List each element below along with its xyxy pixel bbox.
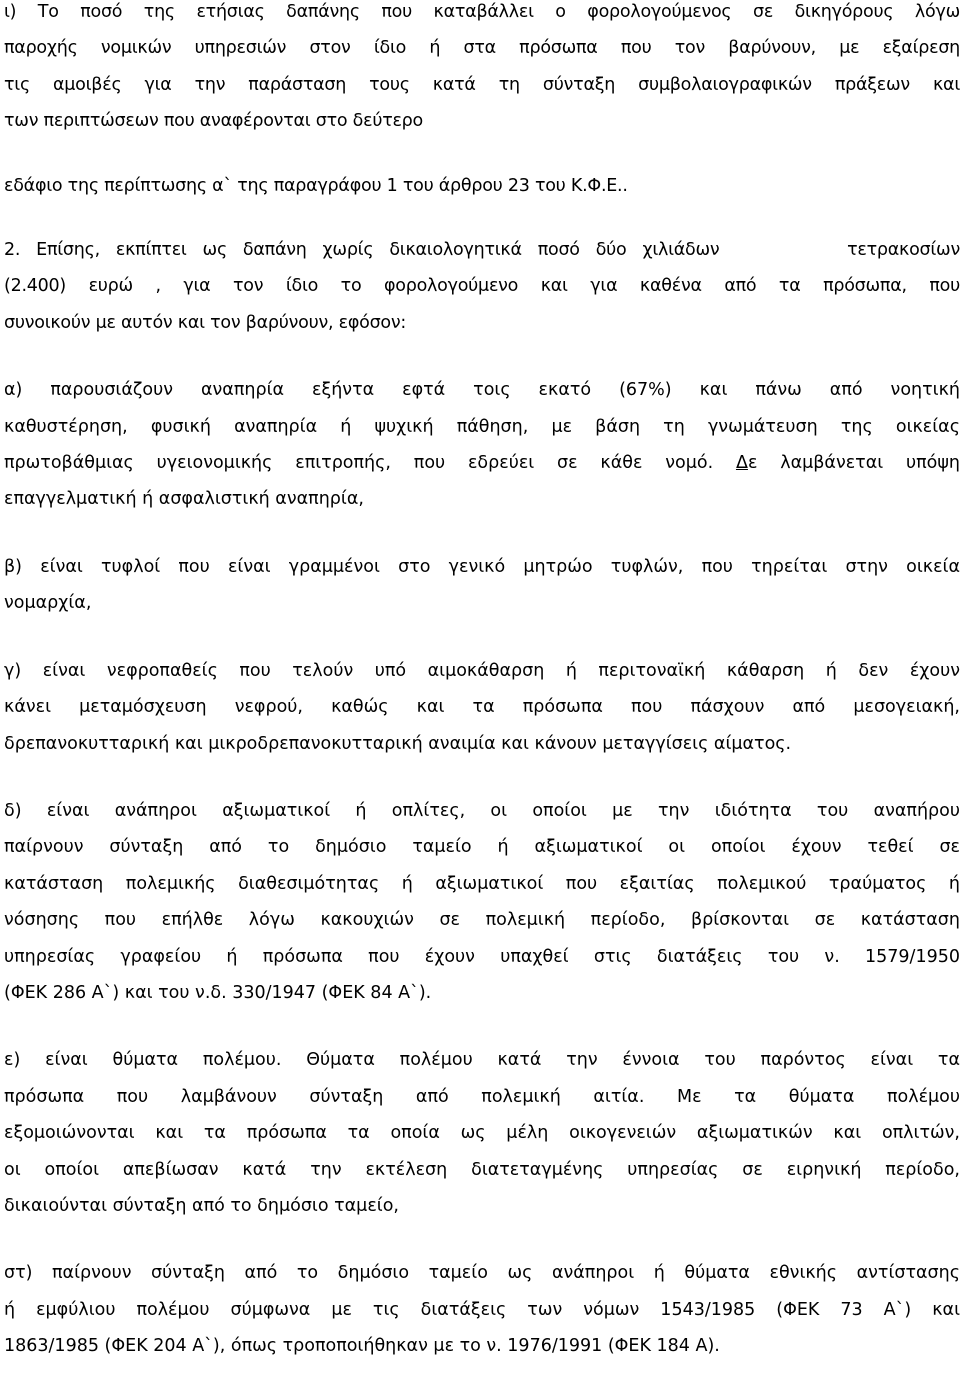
text-line: νόσησης που επήλθε λόγω κακουχιών σε πολεμική περίοδο, βρίσκονται σε κατάσταση	[4, 910, 960, 931]
text-line: παροχής νομικών υπηρεσιών στον ίδιο ή στα πρόσωπα που τον βαρύνουν, με εξαίρεση	[4, 38, 960, 59]
text-line: καθυστέρηση, φυσική αναπηρία ή ψυχική πάθηση, με βάση τη γνωμάτευση της οικείας	[4, 416, 960, 437]
text-line: στ) παίρνουν σύνταξη από το δημόσιο ταμείο ως ανάπηροι ή θύματα εθνικής αντίστασης	[4, 1263, 960, 1284]
text-line: εδάφιο της περίπτωσης α` της παραγράφου 1 του άρθρου 23 του Κ.Φ.Ε..	[4, 175, 628, 196]
text-line: οι οποίοι απεβίωσαν κατά την εκτέλεση διατεταγμένης υπηρεσίας σε ειρηνική περίοδο,	[4, 1159, 960, 1180]
text-line: δικαιούνται σύνταξη από το δημόσιο ταμείο,	[4, 1195, 399, 1216]
text-line: (2.400) ευρώ , για τον ίδιο το φορολογούμενο και για καθένα από τα πρόσωπα, που	[4, 276, 960, 297]
text-line: α) παρουσιάζουν αναπηρία εξήντα εφτά τοις εκατό (67%) και πάνω από νοητική	[4, 380, 960, 401]
item-c	[4, 653, 960, 762]
text-line: παίρνουν σύνταξη από το δημόσιο ταμείο ή αξιωματικοί οι οποίοι έχουν τεθεί σε	[4, 837, 960, 858]
text-line: κάνει μεταμόσχευση νεφρού, καθώς και τα πρόσωπα που πάσχουν από μεσογειακή,	[4, 697, 960, 718]
text-line: συνοικούν με αυτόν και τον βαρύνουν, εφόσον:	[4, 312, 407, 333]
text-line: των περιπτώσεων που αναφέρονται στο δεύτερο	[4, 111, 423, 132]
text-segment: ε λαμβάνεται υπόψη	[747, 453, 960, 474]
item-d	[4, 793, 960, 1011]
text-line: τις αμοιβές για την παράσταση τους κατά τη σύνταξη συμβολαιογραφικών πράξεων και	[4, 74, 960, 95]
text-line: β) είναι τυφλοί που είναι γραμμένοι στο γενικό μητρώο τυφλών, που τηρείται στην οικεία	[4, 556, 960, 577]
item-e	[4, 1042, 960, 1224]
text-line: ε) είναι θύματα πολέμου. Θύματα πολέμου κατά την έννοια του παρόντος είναι τα	[4, 1050, 960, 1071]
paragraph-legal-fees-continued	[4, 168, 960, 204]
text-line: 2. Επίσης, εκπίπτει ως δαπάνη χωρίς δικαιολογητικά ποσό δύο χιλιάδων τετρακοσίων	[4, 240, 960, 261]
text-line: εξομοιώνονται και τα πρόσωπα τα οποία ως μέλη οικογενειών αξιωματικών και οπλιτών,	[4, 1123, 960, 1144]
text-segment: πρωτοβάθμιας υγειονομικής επιτροπής, που εδρεύει σε κάθε νομό.	[4, 453, 736, 474]
text-line: κατάσταση πολεμικής διαθεσιμότητας ή αξιωματικοί που εξαιτίας πολεμικού τραύματος ή	[4, 873, 960, 894]
item-f	[4, 1255, 960, 1364]
text-line: νομαρχία,	[4, 593, 92, 614]
text-line: (ΦΕΚ 286 Α`) και του ν.δ. 330/1947 (ΦΕΚ 84 Α`).	[4, 982, 432, 1003]
text-line: πρόσωπα που λαμβάνουν σύνταξη από πολεμική αιτία. Με τα θύματα πολέμου	[4, 1086, 960, 1107]
text-line: ή εμφύλιου πολέμου σύμφωνα με τις διατάξεις των νόμων 1543/1985 (ΦΕΚ 73 Α`) και	[4, 1299, 960, 1320]
text-line: δ) είναι ανάπηροι αξιωματικοί ή οπλίτες, οι οποίοι με την ιδιότητα του αναπήρου	[4, 800, 960, 821]
text-line	[4, 445, 960, 481]
text-line: 1863/1985 (ΦΕΚ 204 Α`), όπως τροποποιήθηκαν με το ν. 1976/1991 (ΦΕΚ 184 Α).	[4, 1336, 720, 1357]
document-page	[4, 0, 960, 1365]
text-line: γ) είναι νεφροπαθείς που τελούν υπό αιμοκάθαρση ή περιτοναϊκή κάθαρση ή δεν έχουν	[4, 660, 960, 681]
text-line: υπηρεσίας γραφείου ή πρόσωπα που έχουν υπαχθεί στις διατάξεις του ν. 1579/1950	[4, 946, 960, 967]
underlined-letter: Δ	[735, 453, 748, 474]
paragraph-2-intro	[4, 232, 960, 341]
item-a	[4, 372, 960, 518]
text-line: ι) Το ποσό της ετήσιας δαπάνης που καταβάλλει ο φορολογούμενος σε δικηγόρους λόγω	[4, 2, 960, 22]
item-b	[4, 549, 960, 622]
paragraph-legal-fees	[4, 0, 960, 140]
text-line: δρεπανοκυτταρική και μικροδρεπανοκυτταρική αναιμία και κάνουν μεταγγίσεις αίματος.	[4, 733, 792, 754]
text-line: επαγγελματική ή ασφαλιστική αναπηρία,	[4, 489, 364, 510]
